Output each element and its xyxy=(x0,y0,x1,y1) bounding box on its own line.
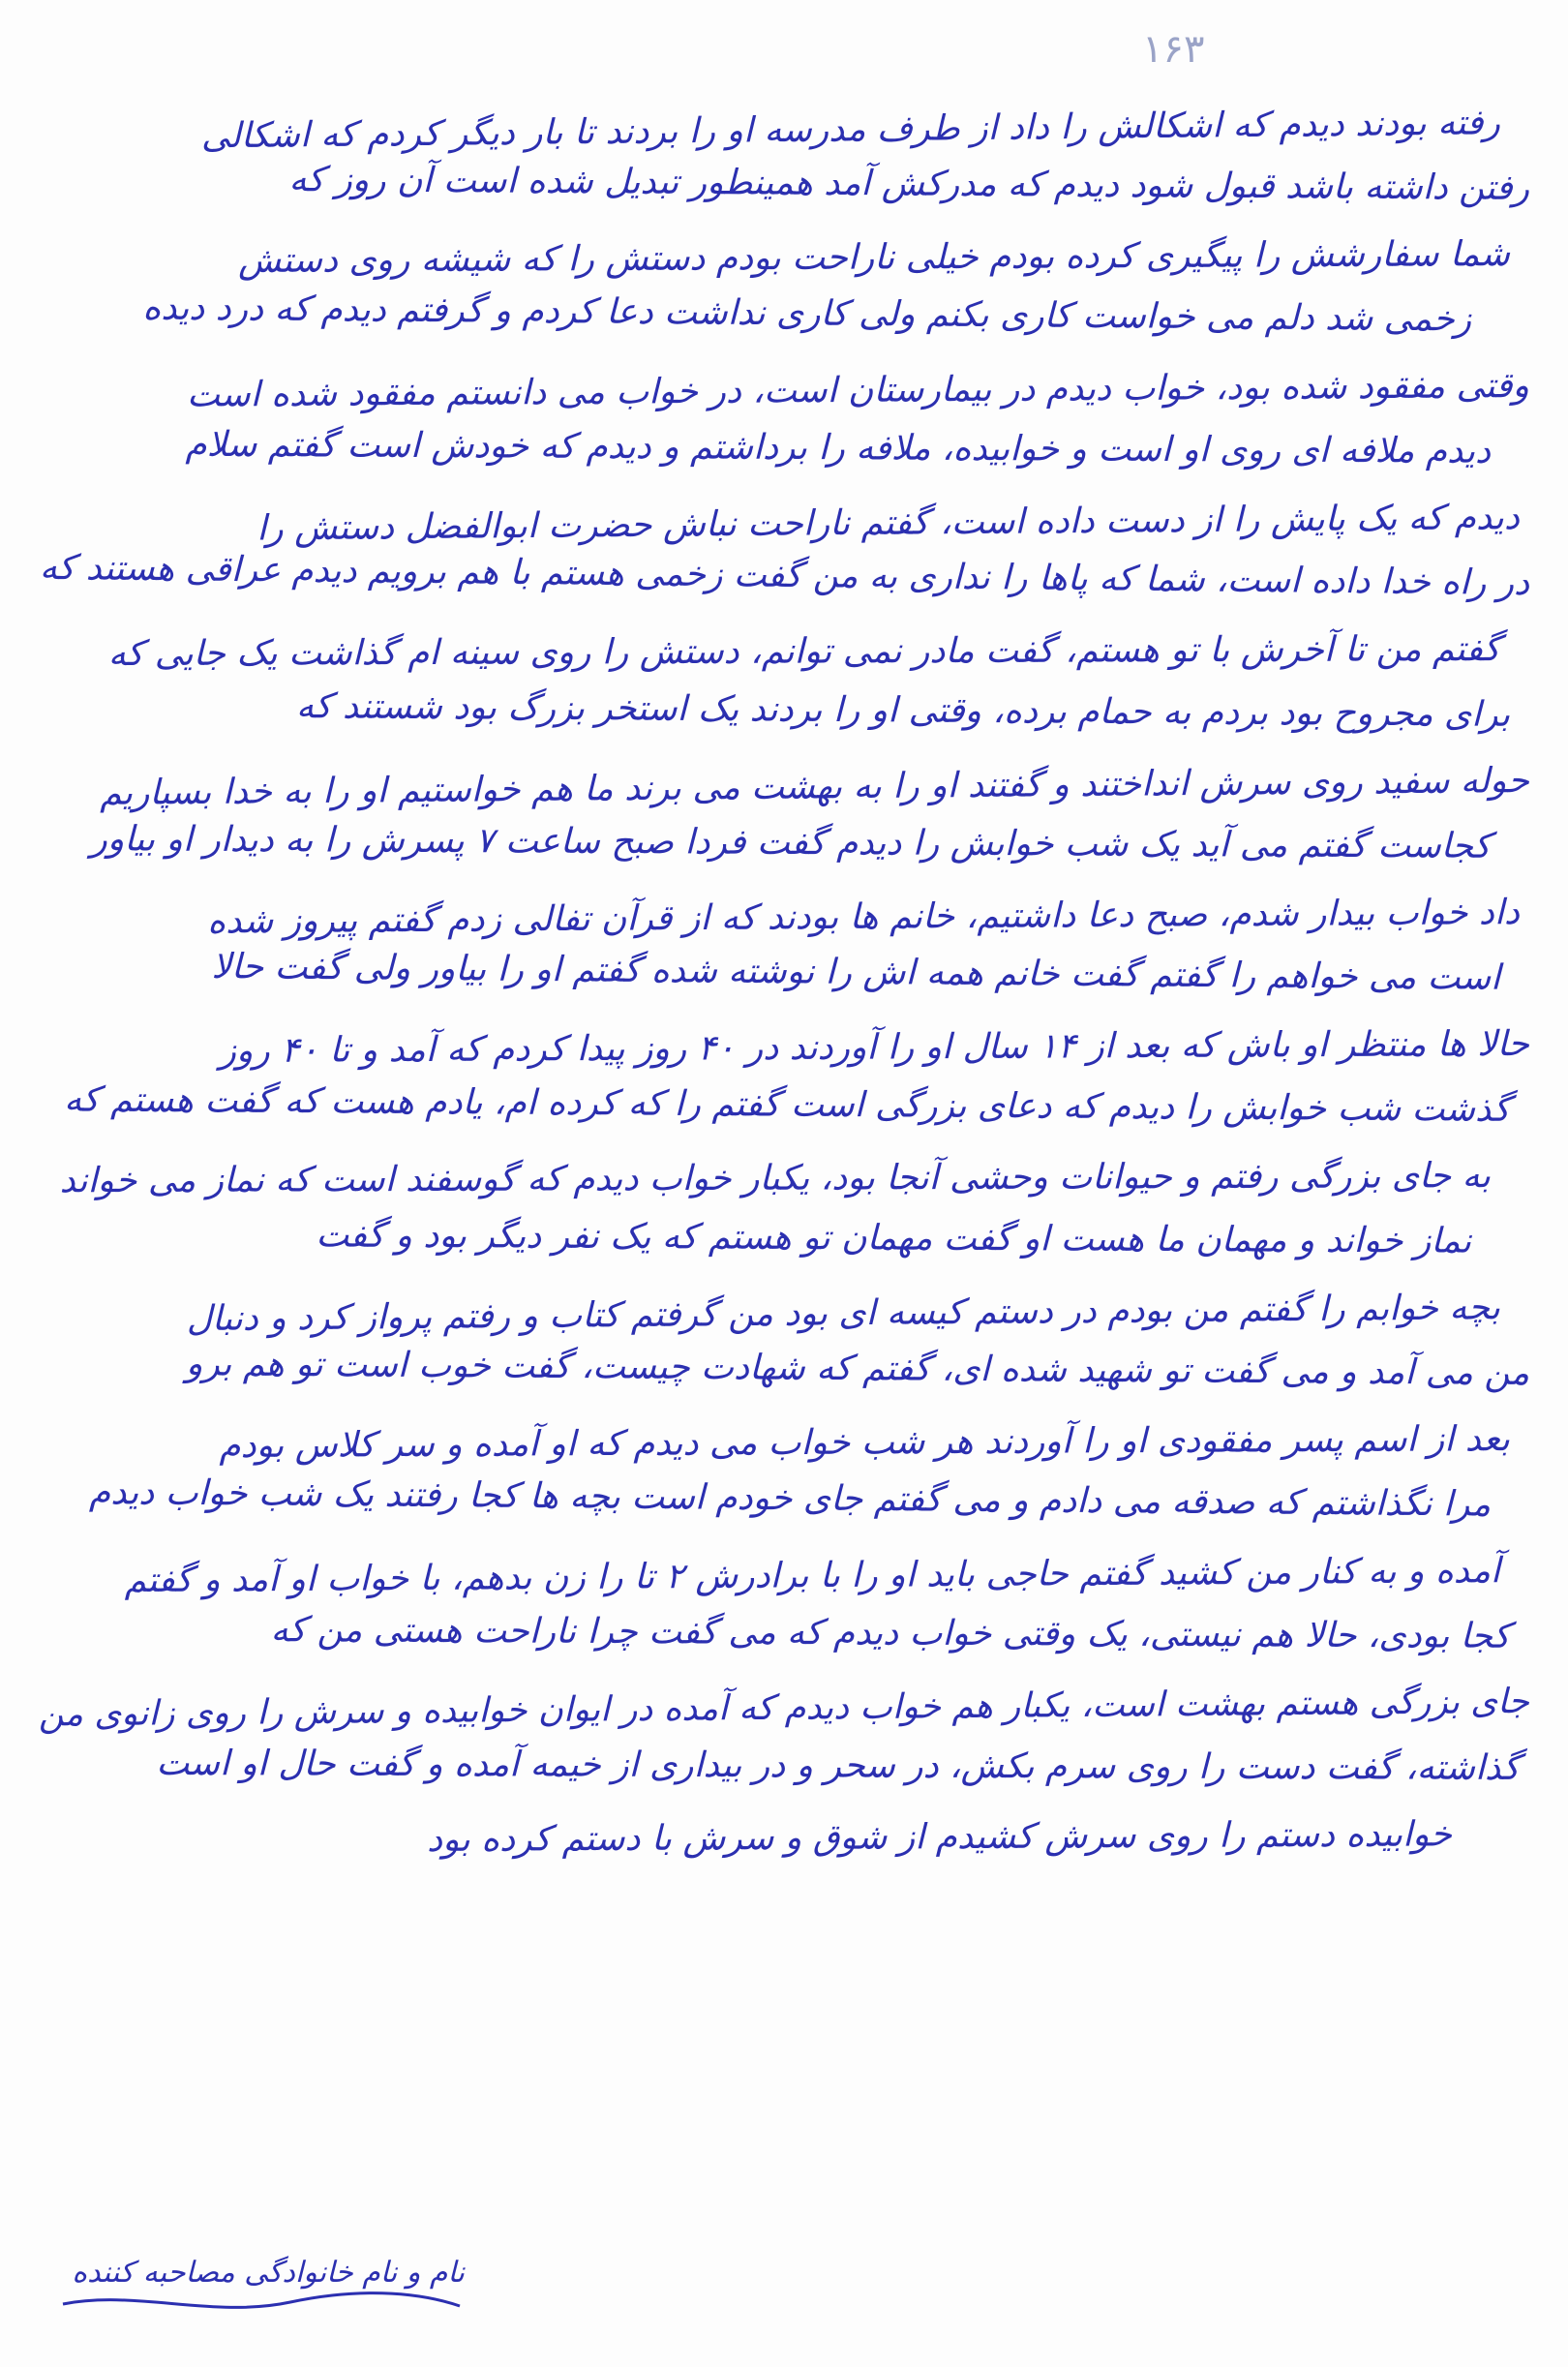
handwritten-line: شما سفارشش را پیگیری کرده بودم خیلی ناراحت بودم دستش را که شیشه روی دستش xyxy=(237,234,1511,281)
handwritten-line: مرا نگذاشتم که صدقه می دادم و می گفتم جای خودم است بچه ها کجا رفتند یک شب خواب دیدم xyxy=(88,1472,1492,1525)
handwritten-line: کجا بودی، حالا هم نیستی، یک وقتی خواب دیدم که می گفت چرا ناراحت هستی من که xyxy=(270,1610,1511,1656)
signature-underline xyxy=(58,2285,465,2323)
signature xyxy=(58,2256,465,2323)
handwritten-line: حالا ها منتظر او باش که بعد از ۱۴ سال او را آوردند در ۴۰ روز پیدا کردم که آمد و تا ۴۰ روز xyxy=(219,1024,1530,1072)
handwritten-line: جای بزرگی هستم بهشت است، یکبار هم خواب دیدم که آمده در ایوان خوابیده و سرش را روی زانوی من xyxy=(38,1682,1530,1735)
handwritten-line: وقتی مفقود شده بود، خواب دیدم در بیمارستان است، در خواب می دانستم مفقود شده است xyxy=(186,366,1530,415)
handwritten-line: بچه خوابم را گفتم من بودم در دستم کیسه ای بود من گرفتم کتاب و رفتم پرواز کرد و دنبال xyxy=(186,1288,1501,1340)
handwritten-line: داد خواب بیدار شدم، صبح دعا داشتیم، خانم ها بودند که از قرآن تفالی زدم گفتم پیروز شده xyxy=(207,893,1521,942)
handwritten-line: است می خواهم را گفتم گفت خانم همه اش را نوشته شده گفتم او را بیاور ولی گفت حالا xyxy=(211,947,1501,998)
handwritten-line: دیدم ملافه ای روی او است و خوابیده، ملافه را برداشتم و دیدم که خودش است گفتم سلام xyxy=(185,424,1492,471)
handwritten-line: حوله سفید روی سرش انداختند و گفتند او را به بهشت می برند ما هم خواستیم او را به خدا بسپاریم xyxy=(99,761,1530,813)
handwritten-line: رفته بودند دیدم که اشکالش را داد از طرف مدرسه او را بردند تا بار دیگر کردم که اشکالی xyxy=(200,103,1501,157)
page-number: ۱۶۳ xyxy=(1142,27,1205,72)
handwritten-text-body xyxy=(39,102,1529,1879)
handwritten-line: رفتن داشته باشد قبول شود دیدم که مدرکش آمد همینطور تبدیل شده است آن روز که xyxy=(288,160,1530,208)
handwritten-line: به جای بزرگی رفتم و حیوانات وحشی آنجا بود، یکبار خواب دیدم که گوسفند است که نماز می خواند xyxy=(59,1156,1492,1201)
handwritten-line: نماز خواند و مهمان ما هست او گفت مهمان تو هستم که یک نفر دیگر بود و گفت xyxy=(316,1215,1472,1261)
handwritten-line: آمده و به کنار من کشید گفتم حاجی باید او را با برادرش ۲ تا را زن بدهم، با خواب او آمد و گفتم xyxy=(124,1551,1501,1601)
handwritten-line: در راه خدا داده است، شما که پاها را نداری به من گفت زخمی هستم با هم برویم دیدم عراقی هستند که xyxy=(39,547,1530,603)
handwritten-line: خوابیده دستم را روی سرش کشیدم از شوق و سرش با دستم کرده بود xyxy=(426,1814,1453,1860)
handwritten-line: کجاست گفتم می آید یک شب خوابش را دیدم گفت فردا صبح ساعت ۷ پسرش را به دیدار او بیاور xyxy=(90,819,1492,866)
handwritten-line: دیدم که یک پایش را از دست داده است، گفتم ناراحت نباش حضرت ابوالفضل دستش را xyxy=(256,498,1521,549)
handwritten-line: زخمی شد دلم می خواست کاری بکنم ولی کاری نداشت دعا کردم و گرفتم دیدم که درد دیده xyxy=(142,288,1472,340)
handwritten-line: گذشت شب خوابش را دیدم که دعای بزرگی است گفتم را که کرده ام، یادم هست که گفت هستم که xyxy=(64,1079,1511,1130)
handwritten-line: من می آمد و می گفت تو شهید شده ای، گفتم که شهادت چیست، گفت خوب است تو هم برو xyxy=(185,1344,1530,1393)
handwritten-line: برای مجروح بود بردم به حمام برده، وقتی او را بردند یک استخر بزرگ بود شستند که xyxy=(295,686,1511,735)
handwritten-line: گذاشته، گفت دست را روی سرم بکش، در سحر و در بیداری از خیمه آمده و گفت حال او است xyxy=(156,1744,1521,1788)
handwritten-line: بعد از اسم پسر مفقودی او را آوردند هر شب خواب می دیدم که او آمده و سر کلاس بودم xyxy=(219,1419,1511,1467)
signature-text: نام و نام خانوادگی مصاحبه کننده xyxy=(72,2256,465,2290)
handwritten-line: گفتم من تا آخرش با تو هستم، گفت مادر نمی توانم، دستش را روی سینه ام گذاشت یک جایی که xyxy=(107,629,1501,675)
